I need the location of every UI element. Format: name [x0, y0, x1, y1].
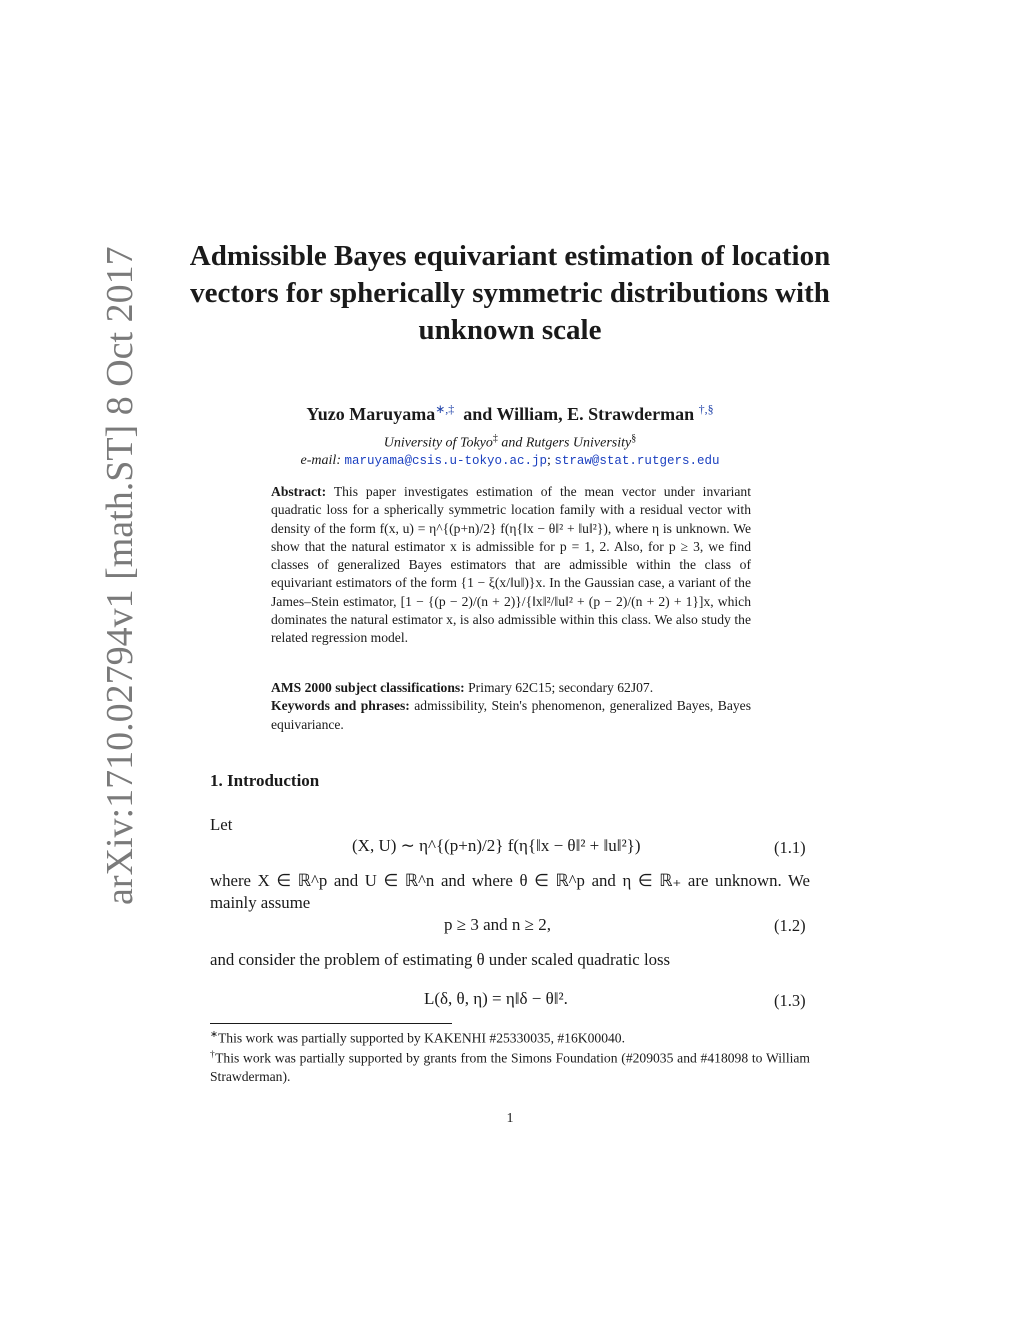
author-1: Yuzo Maruyama [306, 404, 436, 424]
email-link-1[interactable]: maruyama@csis.u-tokyo.ac.jp [344, 454, 548, 468]
body-paragraph-2: and consider the problem of estimating θ under scaled quadratic loss [210, 950, 671, 969]
ams-label: AMS 2000 subject classifications: [271, 680, 465, 695]
ams-text: Primary 62C15; secondary 62J07. [468, 680, 654, 695]
affiliation-2: and Rutgers University [501, 435, 632, 451]
author-2: and William, E. Strawderman [463, 404, 695, 424]
affiliation-2-mark: § [631, 433, 637, 444]
footnote-2-mark: † [210, 1050, 216, 1060]
footnote-1 [210, 1026, 810, 1048]
equation-1-3-number: (1.3) [774, 991, 806, 1010]
author-1-marks[interactable]: ∗,‡ [435, 402, 455, 416]
page-number: 1 [506, 1111, 514, 1126]
email-link-2[interactable]: straw@stat.rutgers.edu [554, 454, 720, 468]
footnote-1-mark: ∗ [210, 1030, 218, 1040]
email-separator: ; [547, 453, 551, 468]
equation-1-1-number: (1.1) [774, 838, 806, 857]
affiliation-line [170, 433, 850, 452]
email-label: e-mail: [300, 453, 341, 468]
body-let: Let [210, 815, 233, 834]
paper-title: Admissible Bayes equivariant estimation of location vectors for spherically symmetric distributions with unknown scale [189, 240, 831, 346]
equation-1-2-number: (1.2) [774, 916, 806, 935]
equation-1-2: p ≥ 3 and n ≥ 2, [444, 915, 551, 934]
arxiv-stamp: arXiv:1710.02794v1 [math.ST] 8 Oct 2017 [99, 246, 141, 905]
abstract [271, 483, 751, 648]
affiliation-1-mark: ‡ [492, 433, 498, 444]
footnote-2 [210, 1046, 810, 1087]
footnote-1-text: This work was partially supported by KAKENHI #25330035, #16K00040. [217, 1030, 625, 1046]
equation-1-3: L(δ, θ, η) = η‖δ − θ‖². [424, 989, 568, 1008]
footnote-rule [210, 1023, 452, 1024]
classification-block [271, 679, 751, 734]
section-heading: 1. Introduction [210, 771, 320, 790]
footnote-2-text: This work was partially supported by grants from the Simons Foundation (#209035 and #418098 to William Strawderman). [210, 1050, 810, 1085]
equation-1-1: (X, U) ∼ η^{(p+n)/2} f(η{‖x − θ‖² + ‖u‖²}) [352, 836, 641, 855]
keywords-text: admissibility, Stein's phenomenon, generalized Bayes, Bayes equivariance. [271, 698, 751, 732]
abstract-label: Abstract: [271, 484, 327, 499]
abstract-text: This paper investigates estimation of the mean vector under invariant quadratic loss for a spherically symmetric location family with a residual vector with density of the form f(x, u) = η^{(p+n)/2} f(η{‖x − θ‖² + ‖u‖²}), where η is unknown. We show that the natural estimator x is admissible for p = 1, 2. Also, for p ≥ 3, we find classes of generalized Bayes estimators that are admissible within the class of equivariant estimators of the form {1 − ξ(x/‖u‖)}x. In the Gaussian case, a variant of the James–Stein estimator, [1 − {(p − 2)/(n + 2)}/{‖x‖²/‖u‖² + (p − 2)/(n + 2) + 1}]x, which dominates the natural estimator x, is also admissible within this class. We also study the related regression model. [271, 484, 752, 646]
author-2-marks[interactable]: †,§ [698, 402, 714, 416]
author-line [170, 402, 850, 425]
email-line [170, 453, 850, 469]
keywords-label: Keywords and phrases: [271, 698, 410, 714]
body-paragraph-1: where X ∈ ℝ^p and U ∈ ℝ^n and where θ ∈ ℝ^p and η ∈ ℝ₊ are unknown. We mainly assume [210, 871, 810, 912]
affiliation-1: University of Tokyo [383, 435, 493, 451]
